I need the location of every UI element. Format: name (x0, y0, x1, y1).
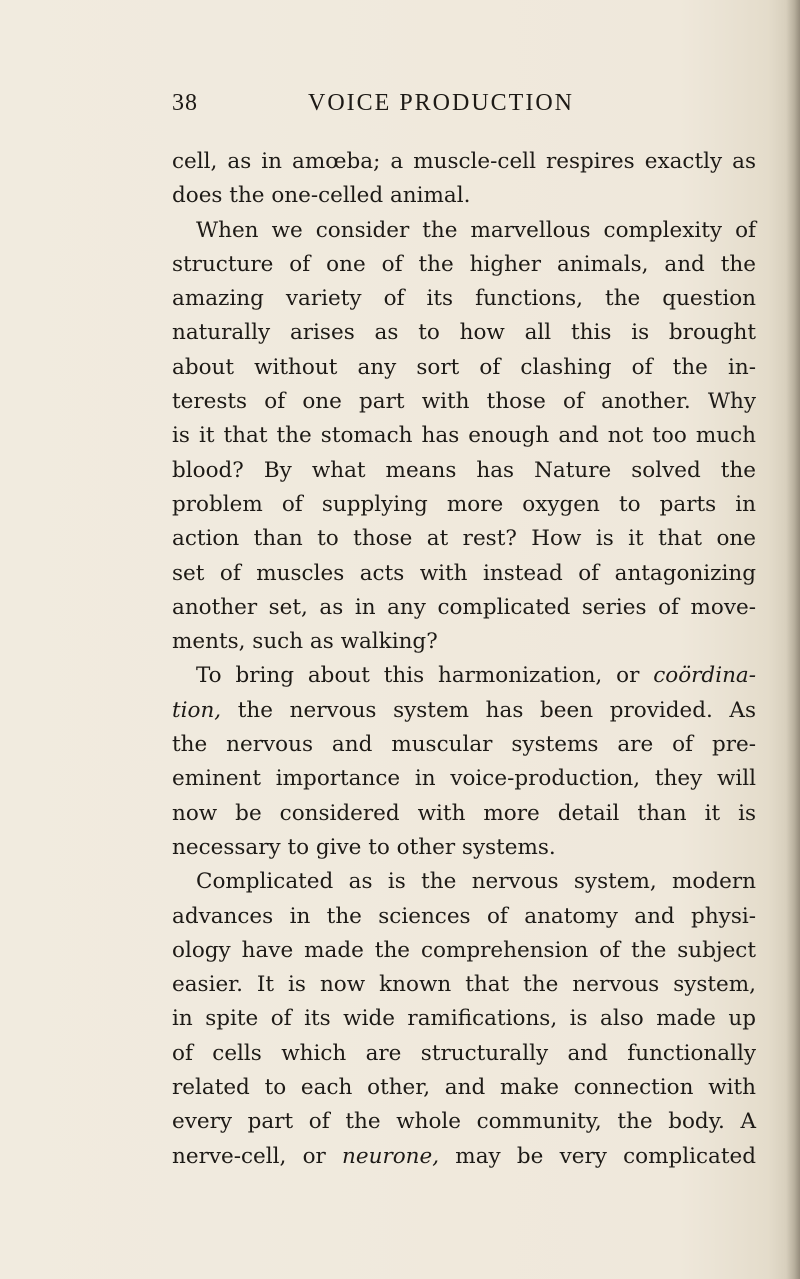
text-line: cell, as in amœba; a muscle-cell respires exactly as (172, 149, 756, 174)
text-line: terests of one part with those of another. Why (172, 389, 756, 415)
text-line: about without any sort of clashing of the in- (172, 354, 756, 380)
text-line: structure of one of the higher animals, and the (172, 251, 756, 277)
text-line: eminent importance in voice-production, they will (172, 766, 756, 792)
text-line: ology have made the comprehension of the subject (172, 937, 756, 963)
text-line: is it that the stomach has enough and not too much (172, 423, 756, 449)
text-line: When we consider the marvellous complexity of (196, 217, 756, 243)
text-line: another set, as in any complicated series of move- (172, 594, 756, 620)
text-line: necessary to give to other systems. (172, 834, 556, 860)
page-number: 38 (172, 90, 198, 116)
italic-term: tion, (172, 697, 222, 723)
text-line: problem of supplying more oxygen to parts in (172, 491, 756, 517)
text-line: Complicated as is the nervous system, modern (196, 869, 756, 895)
text-line: set of muscles acts with instead of antagonizing (172, 560, 756, 586)
text-line: advances in the sciences of anatomy and physi- (172, 903, 756, 929)
text-run: nerve-cell, or (172, 1143, 343, 1169)
text-line: ments, such as walking? (172, 629, 438, 655)
page-edge-shadow (786, 0, 800, 1279)
text-line: related to each other, and make connection with (172, 1075, 756, 1101)
text-line: of cells which are structurally and functionally (172, 1040, 756, 1066)
text-line: action than to those at rest? How is it that one (172, 526, 756, 552)
running-head: VOICE PRODUCTION (308, 90, 574, 116)
text-line (172, 694, 756, 728)
body-text (172, 145, 756, 1174)
text-line: does the one-celled animal. (172, 183, 471, 209)
text-line: easier. It is now known that the nervous system, (172, 972, 756, 998)
text-run: may be very complicated (439, 1143, 757, 1169)
text-line: now be considered with more detail than it is (172, 800, 756, 826)
text-run: To bring about this harmonization, or (196, 663, 640, 689)
text-run: the nervous system has been provided. As (221, 697, 756, 723)
page-header (172, 90, 732, 124)
italic-term: neurone, (342, 1143, 440, 1169)
italic-term: coördina- (653, 663, 756, 689)
text-line: in spite of its wide ramifications, is also made up (172, 1006, 756, 1032)
text-line: naturally arises as to how all this is brought (172, 320, 756, 346)
text-line (172, 659, 756, 693)
text-line (172, 1140, 756, 1174)
text-line: amazing variety of its functions, the question (172, 286, 756, 312)
text-line: every part of the whole community, the body. A (172, 1109, 756, 1135)
text-line: blood? By what means has Nature solved the (172, 457, 756, 483)
text-line: the nervous and muscular systems are of pre- (172, 732, 756, 758)
